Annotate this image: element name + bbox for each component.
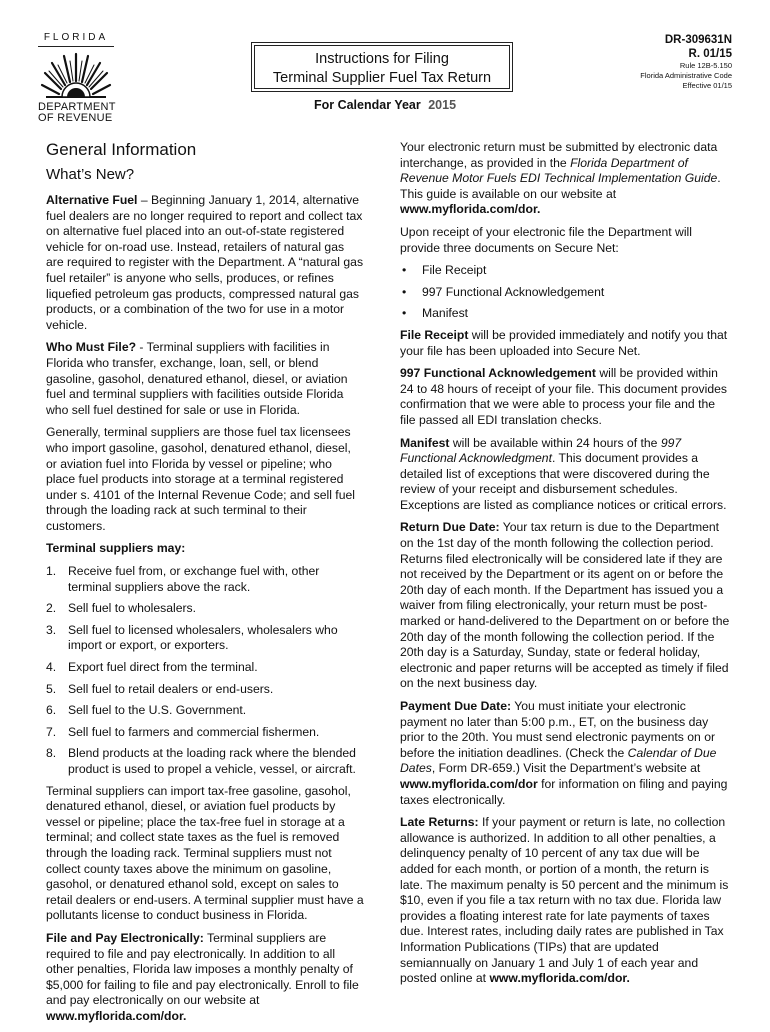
- file-pay-label: File and Pay Electronically:: [46, 930, 204, 945]
- may-label-paragraph: [46, 541, 364, 557]
- sun-logo-icon: [40, 51, 112, 99]
- list-item: 1. Receive fuel from, or exchange fuel with, other terminal suppliers above the rack.: [46, 564, 320, 594]
- may-label: Terminal suppliers may:: [46, 541, 186, 556]
- list-item: 4. Export fuel direct from the terminal.: [46, 660, 258, 675]
- payment-due-link[interactable]: www.myflorida.com/dor: [400, 776, 538, 791]
- edi-guide-title: Florida Department of Revenue Motor Fuels EDI Technical Implementation Guide: [400, 155, 718, 186]
- logo-dept-line2: OF REVENUE: [38, 112, 113, 124]
- bullet-icon: •: [402, 284, 407, 299]
- file-receipt-paragraph: File Receipt will be provided immediately and notify you that your file has been uploaded into Secure Net.: [400, 327, 728, 358]
- right-column: [400, 140, 730, 994]
- alt-fuel-text: – Beginning January 1, 2014, alternative fuel dealers are no longer required to report and collect tax on alternative fuel placed into an out-of-state registered vehicle for on-road use. Instead, retailers of natural gas are required to register with the Department. A “natural gas fuel retailer” is anyone who sells, produces, or refines liquefied petroleum gas products, compressed natural gas products, or a combination of the two for use in a motor vehicle.: [46, 193, 364, 332]
- form-effective: Effective 01/15: [682, 81, 732, 90]
- documents-list: [400, 263, 730, 322]
- logo-dept-line1: DEPARTMENT: [38, 101, 116, 113]
- form-code: Florida Administrative Code: [640, 71, 732, 80]
- list-item: 2. Sell fuel to wholesalers.: [46, 601, 197, 616]
- file-pay-link[interactable]: www.myflorida.com/dor.: [46, 1008, 187, 1023]
- manifest-paragraph: Manifest will be available within 24 hours of the 997 Functional Acknowledgment. This document provides a detailed list of exceptions that were discovered during the review of your receipt and disbursement schedules. Exceptions are listed as compliance notices or critical errors.: [400, 435, 727, 512]
- form-identifier: [640, 33, 732, 91]
- who-label: Who Must File?: [46, 340, 137, 355]
- payment-due-paragraph: Payment Due Date: You must initiate your electronic payment no later than 5:00 p.m., ET, on the business day prior to the 20th. You must send electronic payments on or before the initiation deadlines. (Check the Calendar of Due Dates, Form DR-659.) Visit the Department’s website at www.myflorida.com/dor for information on filing and paying taxes electronically.: [400, 699, 728, 807]
- year-label: For Calendar Year: [313, 98, 421, 112]
- list-item: 5. Sell fuel to retail dealers or end-users.: [46, 681, 274, 696]
- alternative-fuel-paragraph: [46, 193, 364, 333]
- file-pay-text: Terminal suppliers are required to file and pay electronically. In addition to all other penalties, Florida law imposes a monthly penalty of $5,000 for failing to file and pay electronically. Enroll to file and pay electronically on our website at: [46, 930, 359, 1008]
- may-list: [46, 564, 364, 778]
- bullet-icon: •: [402, 263, 407, 278]
- list-item: 8. Blend products at the loading rack where the blended product is used to propel a vehicle, vessel, or aircraft.: [46, 746, 356, 776]
- form-rule: Rule 12B-5.150: [679, 61, 732, 70]
- whats-new-heading: What’s New?: [46, 166, 135, 183]
- late-returns-paragraph: Late Returns: If your payment or return is late, no collection allowance is authorized. In addition to all other penalties, a delinquency penalty of 10 percent of any tax due will be added for each month, or portion of a month, the return is late. The maximum penalty is 50 percent and the minimum is $10, even if you file a tax return with no tax due. Florida law provides a floating interest rate for late payments of taxes due. Interest rates, including daily rates are published in Tax Information Publications (TIPs) that are updated semiannually on January 1 and July 1 of each year and posted online at www.myflorida.com/dor.: [400, 815, 729, 986]
- late-link[interactable]: www.myflorida.com/dor.: [489, 971, 630, 986]
- left-column: [46, 140, 364, 1032]
- form-revision: R. 01/15: [688, 48, 732, 60]
- edi-paragraph: Your electronic return must be submitted by electronic data interchange, as provided in the Florida Department of Revenue Motor Fuels EDI Technical Implementation Guide. This guide is available on our website at www.myflorida.com/dor.: [400, 140, 721, 217]
- year-value: 2015: [428, 98, 457, 112]
- title-line1: Instructions for Filing: [315, 51, 449, 67]
- list-item: 7. Sell fuel to farmers and commercial fishermen.: [46, 724, 320, 739]
- import-paragraph: Terminal suppliers can import tax-free gasoline, gasohol, denatured ethanol, diesel, or aviation fuel products by vessel or pipeline; place the tax-free fuel in storage at a terminal; and collect state taxes as the fuel is removed through the loading rack. Terminal suppliers must not collect county taxes above the minimum on gasoline, gasohol, or denatured ethanol sold, except on sales to retail dealers or end-users. A terminal supplier must have a pollutants license to conduct business in Florida.: [46, 783, 364, 923]
- section-heading: General Information: [46, 140, 197, 159]
- logo-state: FLORIDA: [38, 32, 114, 47]
- receipt-intro-paragraph: Upon receipt of your electronic file the Department will provide three documents on Secure Net:: [400, 224, 692, 255]
- file-pay-paragraph: [46, 931, 364, 1025]
- who-text: - Terminal suppliers with facilities in Florida who transfer, exchange, loan, sell, or blend gasoline, gasohol, denatured ethanol, diesel, or aviation fuel and terminal suppliers with facilities outside Florida who sell fuel destined for sale or use in Florida.: [46, 340, 348, 417]
- bullet-icon: •: [402, 306, 407, 321]
- list-item: • File Receipt: [402, 263, 487, 278]
- edi-link[interactable]: www.myflorida.com/dor.: [400, 202, 541, 217]
- ack-paragraph: 997 Functional Acknowledgement will be provided within 24 to 48 hours of receipt of your file. This document provides confirmation that we were able to process your file and the file passed all EDI translation checks.: [400, 366, 727, 427]
- alt-fuel-label: Alternative Fuel: [46, 193, 138, 207]
- calendar-year: [0, 98, 770, 112]
- title-line2: Terminal Supplier Fuel Tax Return: [272, 70, 492, 86]
- list-item: 3. Sell fuel to licensed wholesalers, wholesalers who import or export, or exporters.: [46, 622, 338, 653]
- return-due-paragraph: Return Due Date: Your tax return is due to the Department on the 1st day of the month following the collection period. Returns filed electronically will be considered late if they are not received by the Department or its agent on or before the 20th day of each month. If the Department has issued you a waiver from filing electronically, your return must be post-marked or hand-delivered to the Department on or before the 20th day of the month following the collection period. If the 20th day is a Saturday, Sunday, state or federal holiday, electronic and paper returns will be accepted as timely if filed on the next business day.: [400, 520, 730, 691]
- form-number: DR-309631N: [664, 34, 732, 46]
- list-item: • Manifest: [402, 306, 469, 321]
- list-item: • 997 Functional Acknowledgement: [402, 284, 605, 299]
- title-box: [254, 45, 510, 89]
- who-must-file-paragraph: [46, 340, 364, 418]
- list-item: 6. Sell fuel to the U.S. Government.: [46, 703, 247, 718]
- generally-paragraph: Generally, terminal suppliers are those fuel tax licensees who import gasoline, gasohol, denatured ethanol, diesel, or aviation fuel into Florida by vessel or pipeline; who place fuel products into storage at a terminal registered under s. 4101 of the Internal Revenue Code; and sell fuel through the loading rack at such terminal to their customers.: [46, 425, 355, 533]
